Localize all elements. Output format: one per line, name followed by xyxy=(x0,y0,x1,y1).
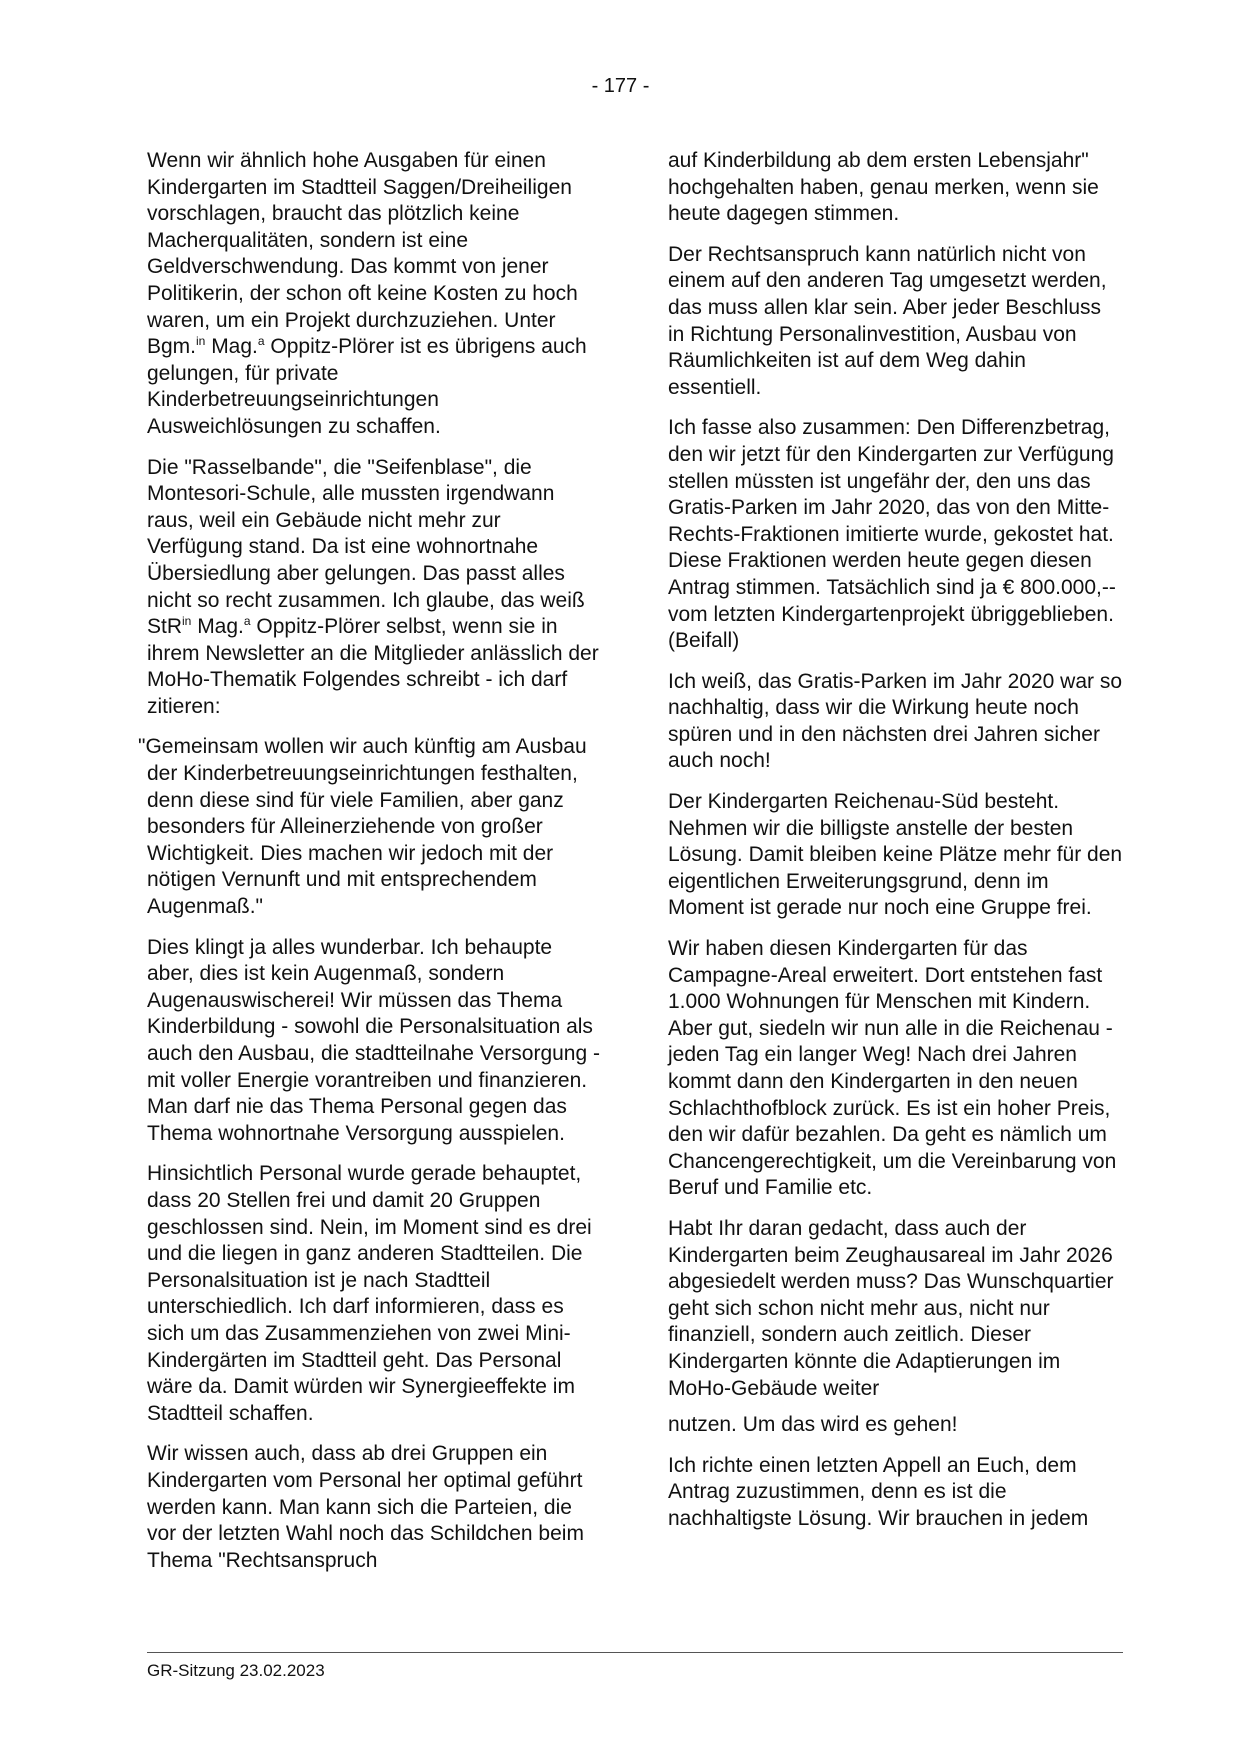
footer-divider xyxy=(147,1652,1123,1653)
paragraph: Habt Ihr daran gedacht, dass auch der Kindergarten beim Zeughausareal im Jahr 2026 abgesiedelt werden muss? Das Wunschquartier geht sich schon nicht mehr aus, nicht nur finanziell, sondern auch zeitlich. Dieser Kindergarten könnte die Adaptierungen im MoHo-Gebäude weiter xyxy=(668,1216,1114,1400)
paragraph: Wenn wir ähnlich hohe Ausgaben für einen Kindergarten im Stadtteil Saggen/Dreiheiligen vorschlagen, braucht das plötzlich keine Macherqualitäten, sondern ist eine Geldverschwendung. Das kommt von jener Politikerin, der schon oft keine Kosten zu hoch waren, um ein Projekt durchzuziehen. Unter Bgm.$^{in}$ Mag.$^a$ Oppitz-Plörer ist es übrigens auch gelungen, für private Kinderbetreuungseinrichtungen Ausweichlösungen zu schaffen. xyxy=(147,149,587,438)
paragraph: Der Rechtsanspruch kann natürlich nicht von einem auf den anderen Tag umgesetzt werden, das muss allen klar sein. Aber jeder Beschluss in Richtung Personalinvestition, Ausbau von Räumlichkeiten ist auf dem Weg dahin essentiell. xyxy=(668,242,1107,399)
paragraph: Der Kindergarten Reichenau-Süd besteht. Nehmen wir die billigste anstelle der besten Lösung. Damit bleiben keine Plätze mehr für den eigentlichen Erweiterungsgrund, denn im Moment ist gerade nur noch eine Gruppe frei. xyxy=(668,790,1123,920)
paragraph: Wir haben diesen Kindergarten für das Campagne-Areal erweitert. Dort entstehen fast 1.000 Wohnungen für Menschen mit Kindern. Aber gut, siedeln wir nun alle in die Reichenau - jeden Tag ein langer Weg! Nach drei Jahren kommt dann den Kindergarten in den neuen Schlachthofblock zurück. Es ist ein hoher Preis, den wir dafür bezahlen. Da geht es nämlich um Chancengerechtigkeit, um die Vereinbarung von Beruf und Familie etc. xyxy=(668,937,1117,1200)
paragraph: Ich weiß, das Gratis-Parken im Jahr 2020 war so nachhaltig, dass wir die Wirkung heute noch spüren und in den nächsten drei Jahren sicher auch noch! xyxy=(668,669,1123,773)
quote-paragraph: "Gemeinsam wollen wir auch künftig am Ausbau der Kinderbetreuungseinrichtungen festhalten, denn diese sind für viele Familien, aber ganz besonders für Alleinerziehende von großer Wichtigkeit. Dies machen wir jedoch mit der nötigen Vernunft und mit entsprechendem Augenmaß." xyxy=(138,735,587,919)
page-number: - 177 - xyxy=(591,75,650,97)
paragraph: Die "Rasselbande", die "Seifenblase", die Montesori-Schule, alle mussten irgendwann raus, weil ein Gebäude nicht mehr zur Verfügung stand. Da ist eine wohnortnahe Übersiedlung aber gelungen. Das passt alles nicht so recht zusammen. Ich glaube, das weiß StR$^{in}$ Mag.$^a$ Oppitz-Plörer selbst, wenn sie in ihrem Newsletter an die Mitglieder anlässlich der MoHo-Thematik Folgendes schreibt - ich darf zitieren: xyxy=(147,455,599,718)
left-column xyxy=(138,148,602,1588)
paragraph: Ich fasse also zusammen: Den Differenzbetrag, den wir jetzt für den Kindergarten zur Verfügung stellen müssten ist ungefähr der, den uns das Gratis-Parken im Jahr 2020, das von den Mitte-Rechts-Fraktionen imitierte wurde, gekostet hat. Diese Fraktionen werden heute gegen diesen Antrag stimmen. Tatsächlich sind ja € 800.000,-- vom letzten Kindergartenprojekt übriggeblieben. (Beifall) xyxy=(668,416,1116,653)
paragraph: nutzen. Um das wird es gehen! xyxy=(668,1413,958,1437)
right-column xyxy=(668,148,1123,1547)
paragraph: Hinsichtlich Personal wurde gerade behauptet, dass 20 Stellen frei und damit 20 Gruppen geschlossen sind. Nein, im Moment sind es drei und die liegen in ganz anderen Stadtteilen. Die Personalsituation ist je nach Stadtteil unterschiedlich. Ich darf informieren, dass es sich um das Zusammenziehen von zwei Mini-Kindergärten im Stadtteil geht. Das Personal wäre da. Damit würden wir Synergieeffekte im Stadtteil schaffen. xyxy=(147,1162,592,1425)
paragraph: Wir wissen auch, dass ab drei Gruppen ein Kindergarten vom Personal her optimal geführt werden kann. Man kann sich die Parteien, die vor der letzten Wahl noch das Schildchen beim Thema "Rechtsanspruch xyxy=(147,1442,584,1572)
paragraph: Dies klingt ja alles wunderbar. Ich behaupte aber, dies ist kein Augenmaß, sondern Augenauswischerei! Wir müssen das Thema Kinderbildung - sowohl die Personalsituation als auch den Ausbau, die stadtteilnahe Versorgung - mit voller Energie vorantreiben und finanzieren. Man darf nie das Thema Personal gegen das Thema wohnortnahe Versorgung ausspielen. xyxy=(147,935,600,1145)
footer-session-date: GR-Sitzung 23.02.2023 xyxy=(147,1661,325,1680)
paragraph: auf Kinderbildung ab dem ersten Lebensjahr" hochgehalten haben, genau merken, wenn sie heute dagegen stimmen. xyxy=(668,149,1099,226)
paragraph: Ich richte einen letzten Appell an Euch, dem Antrag zuzustimmen, denn es ist die nachhaltigste Lösung. Wir brauchen in jedem xyxy=(668,1453,1089,1530)
